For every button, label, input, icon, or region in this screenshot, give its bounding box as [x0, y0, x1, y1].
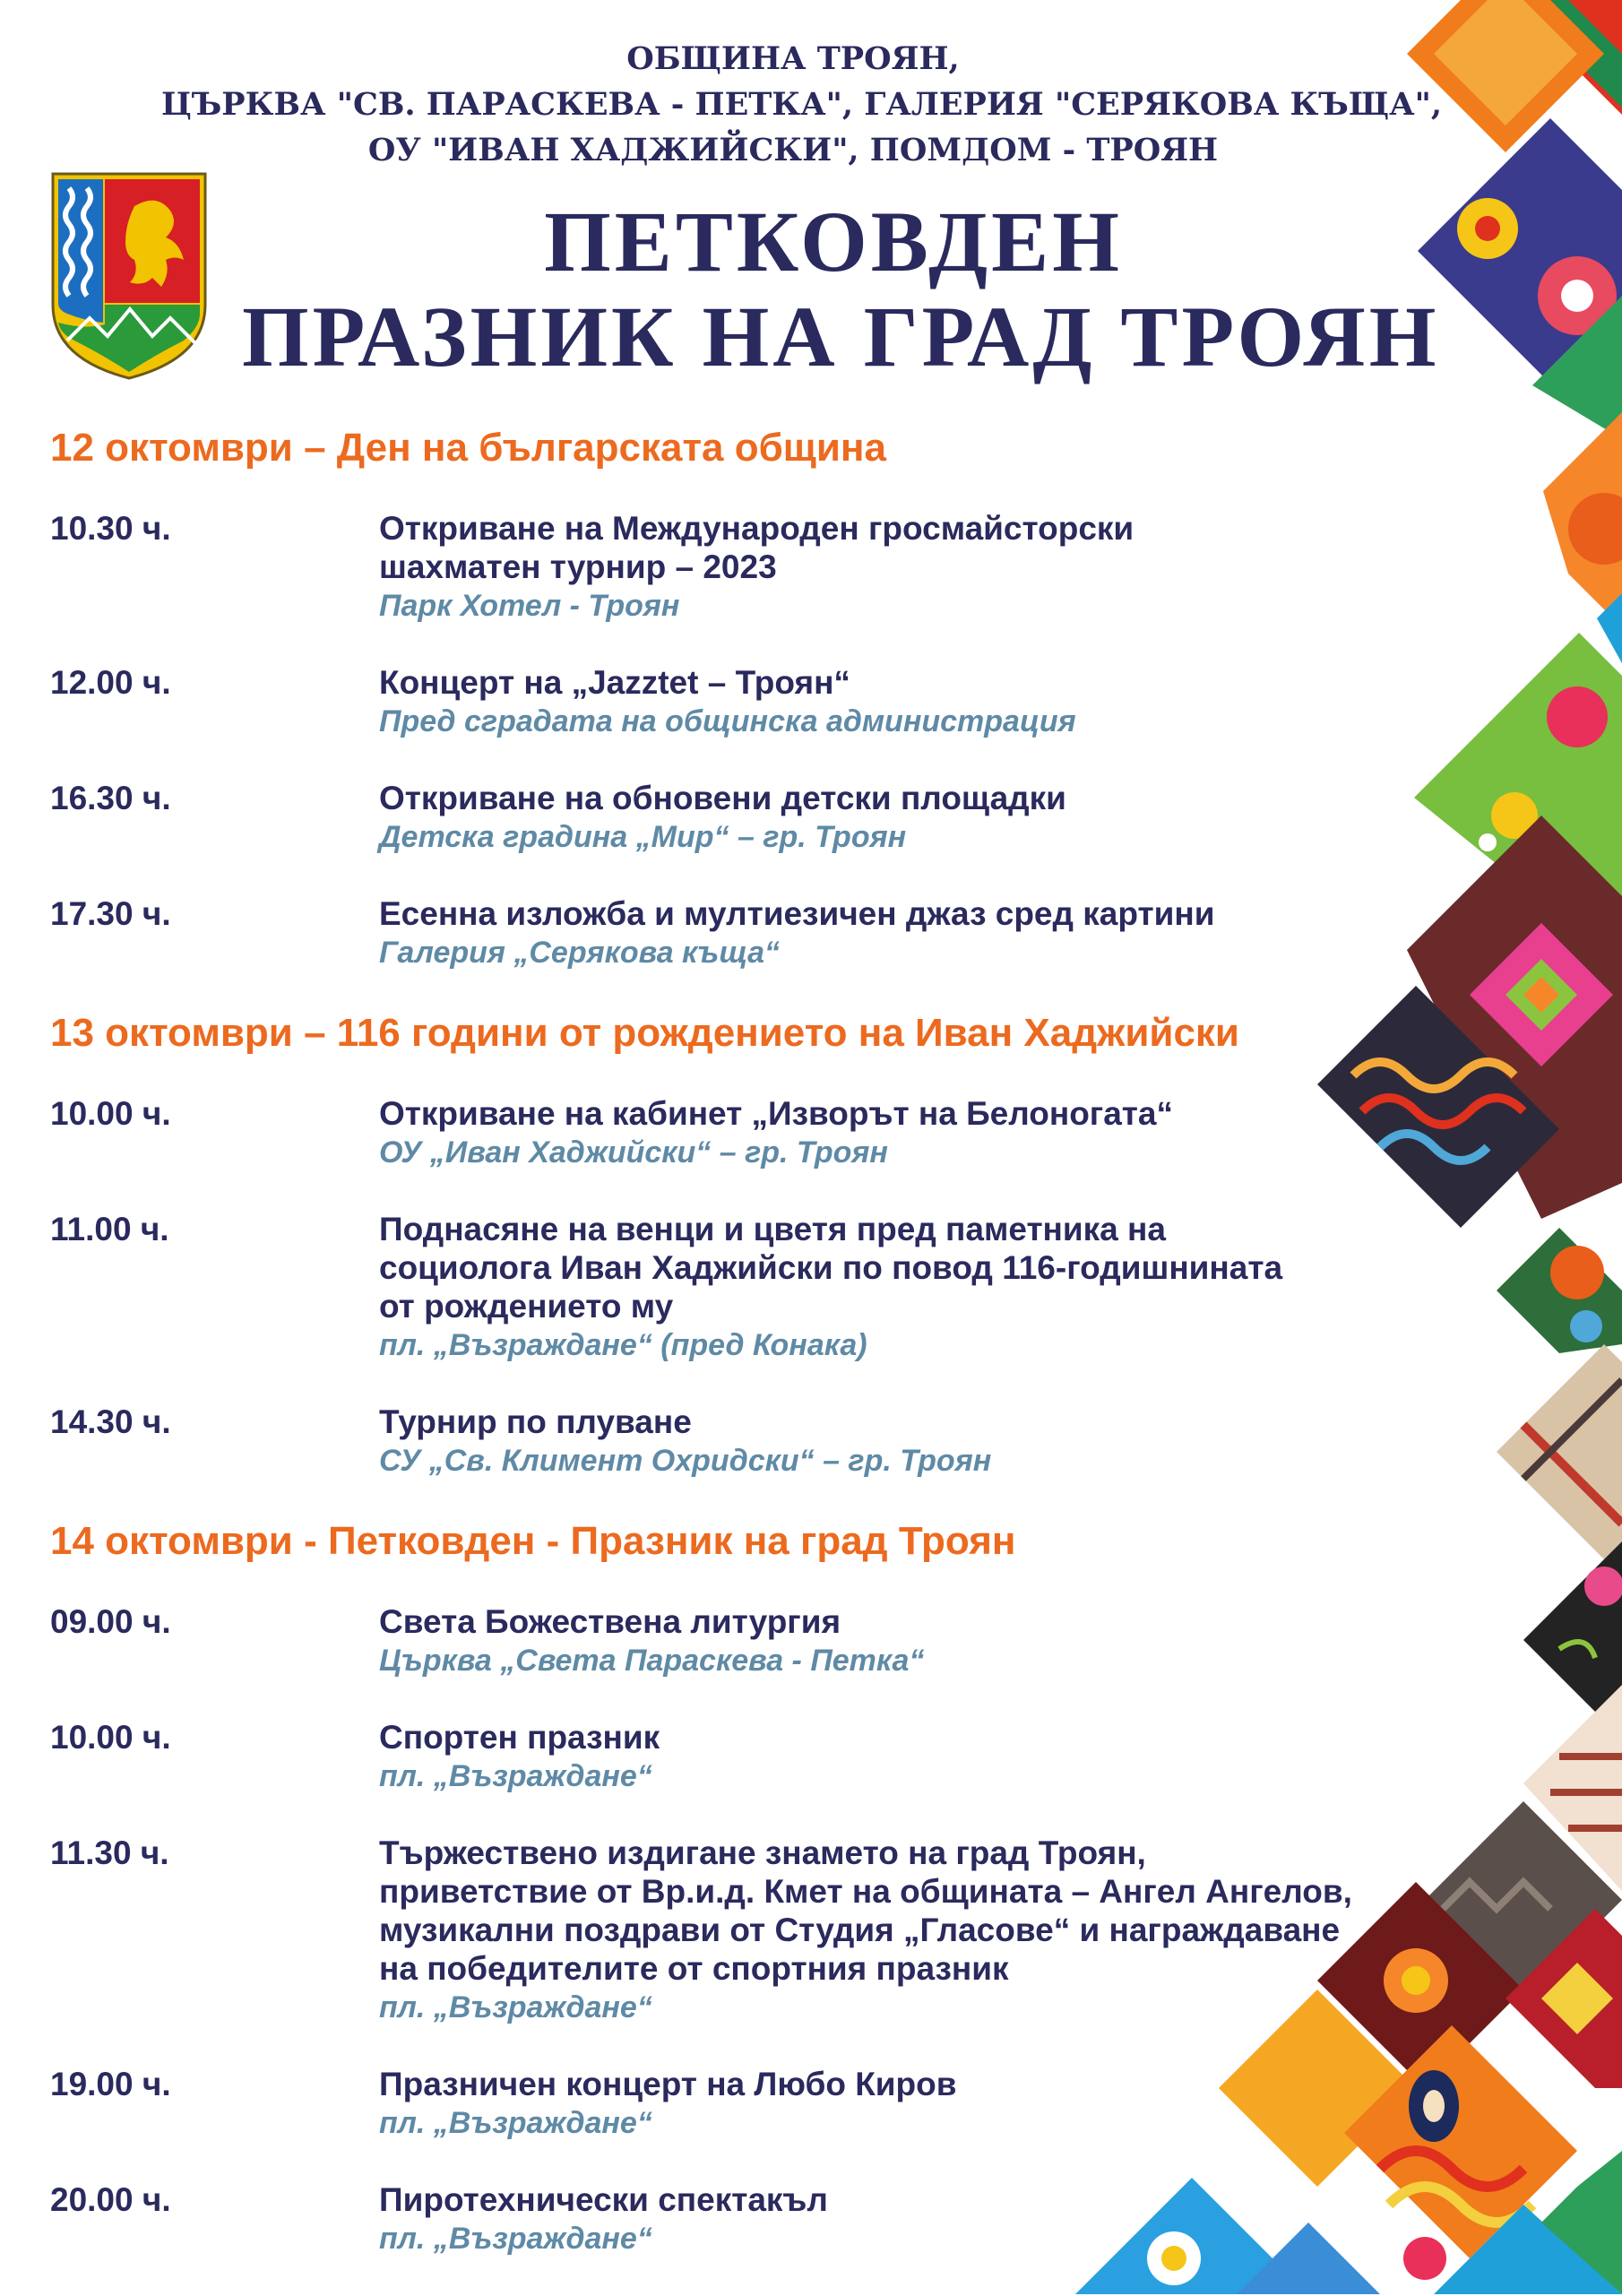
event-venue: Парк Хотел - Троян [379, 589, 680, 623]
event-venue: пл. „Възраждане“ [379, 2106, 652, 2140]
event-title: Празничен концерт на Любо Киров [379, 2066, 957, 2102]
event-info [379, 894, 1412, 972]
event-time: 12.00 ч. [50, 664, 171, 701]
troyan-coat-of-arms-icon [49, 170, 209, 382]
event-time: 10.00 ч. [50, 1095, 171, 1132]
program-schedule [50, 425, 1412, 2296]
event-info [379, 1602, 1412, 1680]
event-title: Откриване на кабинет „Изворът на Белоногата“ [379, 1095, 1173, 1132]
event-venue: Пред сградата на общинска администрация [379, 704, 1076, 738]
title-line-1: ПЕТКОВДЕН [544, 194, 1123, 289]
day-heading: 12 октомври – Ден на българската община [50, 426, 886, 470]
event-title: Света Божествена литургия [379, 1603, 841, 1640]
event-title: Есенна изложба и мултиезичен джаз сред картини [379, 895, 1215, 932]
event-row [50, 509, 1412, 626]
event-info [379, 1718, 1412, 1796]
day-section [50, 425, 1412, 972]
event-title: Откриване на обновени детски площадки [379, 780, 1066, 816]
event-venue: ОУ „Иван Хаджийски“ – гр. Троян [379, 1135, 888, 1170]
event-row [50, 1210, 1412, 1365]
event-title: Концерт на „Jazztet – Троян“ [379, 664, 850, 701]
event-title: Поднасяне на венци и цветя пред паметника на социолога Иван Хаджийски по повод 116-годишнината от рождението му [379, 1211, 1283, 1325]
event-row [50, 1403, 1412, 1480]
event-info [379, 1834, 1412, 2027]
event-time: 11.30 ч. [50, 1834, 169, 1871]
event-time: 11.00 ч. [50, 1211, 169, 1247]
event-info [379, 779, 1412, 857]
event-time: 14.30 ч. [50, 1403, 171, 1440]
event-venue: пл. „Възраждане“ [379, 2222, 652, 2256]
event-row [50, 1834, 1412, 2027]
event-row [50, 1602, 1412, 1680]
event-row [50, 894, 1412, 972]
organizer-line: ОУ "ИВАН ХАДЖИЙСКИ", ПОМДОМ - ТРОЯН [367, 132, 1219, 168]
event-title [242, 194, 1440, 389]
event-info [379, 2065, 1412, 2143]
event-venue: пл. „Възраждане“ (пред Конака) [379, 1328, 867, 1362]
event-venue: Детска градина „Мир“ – гр. Троян [379, 820, 907, 854]
event-venue: Църква „Света Параскева - Петка“ [379, 1644, 925, 1678]
event-time: 19.00 ч. [50, 2066, 171, 2102]
event-info [379, 2180, 1412, 2258]
event-time: 20.00 ч. [50, 2181, 171, 2218]
event-venue: СУ „Св. Климент Охридски“ – гр. Троян [379, 1444, 992, 1478]
event-title: Спортен празник [379, 1719, 660, 1756]
day-heading: 14 октомври - Петковден - Празник на град Троян [50, 1519, 1016, 1563]
event-title: Турнир по плуване [379, 1403, 692, 1440]
title-line-2: ПРАЗНИК НА ГРАД ТРОЯН [242, 289, 1440, 384]
event-row [50, 779, 1412, 857]
event-time: 10.00 ч. [50, 1719, 171, 1756]
event-info [379, 1210, 1412, 1365]
event-title: Пиротехнически спектакъл [379, 2181, 828, 2218]
event-venue: пл. „Възраждане“ [379, 1759, 652, 1793]
event-info [379, 509, 1412, 626]
event-info [379, 1094, 1412, 1172]
day-heading: 13 октомври – 116 години от рождението на Иван Хаджийски [50, 1011, 1239, 1055]
event-time: 16.30 ч. [50, 780, 171, 816]
event-row [50, 1094, 1412, 1172]
event-title: Тържествено издигане знамето на град Троян, приветствие от Вр.и.д. Кмет на общината – Ангел Ангелов, музикални поздрави от Студия „Гласове“ и награждаване на победителите от спортния празник [379, 1834, 1352, 1987]
event-row [50, 663, 1412, 741]
event-venue: Галерия „Серякова къща“ [379, 936, 781, 970]
event-venue: пл. „Възраждане“ [379, 1990, 652, 2024]
event-row [50, 2180, 1412, 2258]
day-section [50, 1518, 1412, 2258]
event-row [50, 1718, 1412, 1796]
organizer-line: ЦЪРКВА "СВ. ПАРАСКЕВА - ПЕТКА", ГАЛЕРИЯ "СЕРЯКОВА КЪЩА", [161, 86, 1443, 123]
event-info [379, 1403, 1412, 1480]
event-time: 10.30 ч. [50, 510, 171, 547]
event-info [379, 663, 1412, 741]
organizer-line: ОБЩИНА ТРОЯН, [626, 40, 960, 77]
day-section [50, 1010, 1412, 1480]
event-time: 17.30 ч. [50, 895, 171, 932]
event-row [50, 2065, 1412, 2143]
event-time: 09.00 ч. [50, 1603, 171, 1640]
organizers-header [161, 36, 1443, 173]
event-title: Откриване на Международен гросмайсторски шахматен турнир – 2023 [379, 510, 1135, 585]
